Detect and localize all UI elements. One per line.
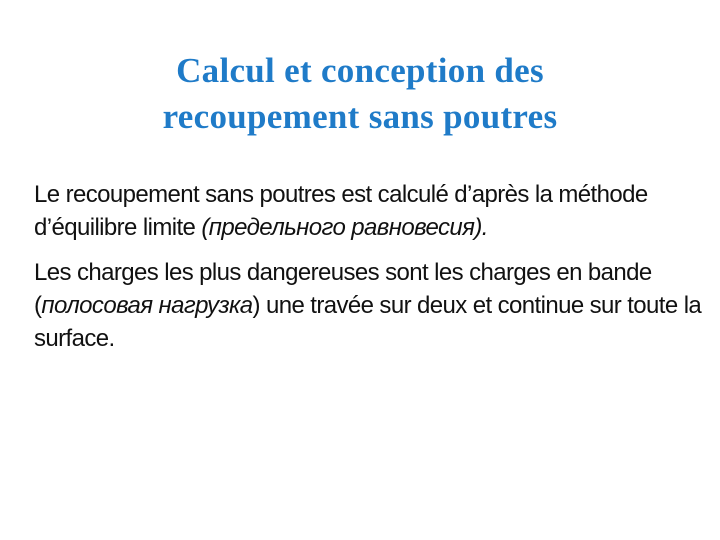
paragraph-method-text: Le recoupement sans poutres est calculé d’après la méthode d’équilibre limite <box>34 181 648 241</box>
title-line-2: recoupement sans poutres <box>162 97 558 136</box>
paragraph-charges-russian-term: полосовая нагрузка <box>41 292 253 319</box>
slide-body <box>34 178 714 367</box>
paragraph-method <box>34 178 714 244</box>
paragraph-method-russian-term: (предельного равновесия). <box>201 214 488 241</box>
paragraph-charges <box>34 256 714 355</box>
title-line-1: Calcul et conception des <box>176 51 544 90</box>
paragraph-charges-text: Les charges les plus dangereuses sont les charges en bande ( <box>34 259 652 319</box>
paragraph-charges-tail: ) une travée sur deux et continue sur toute la surface. <box>34 292 702 352</box>
slide-title <box>60 48 660 140</box>
